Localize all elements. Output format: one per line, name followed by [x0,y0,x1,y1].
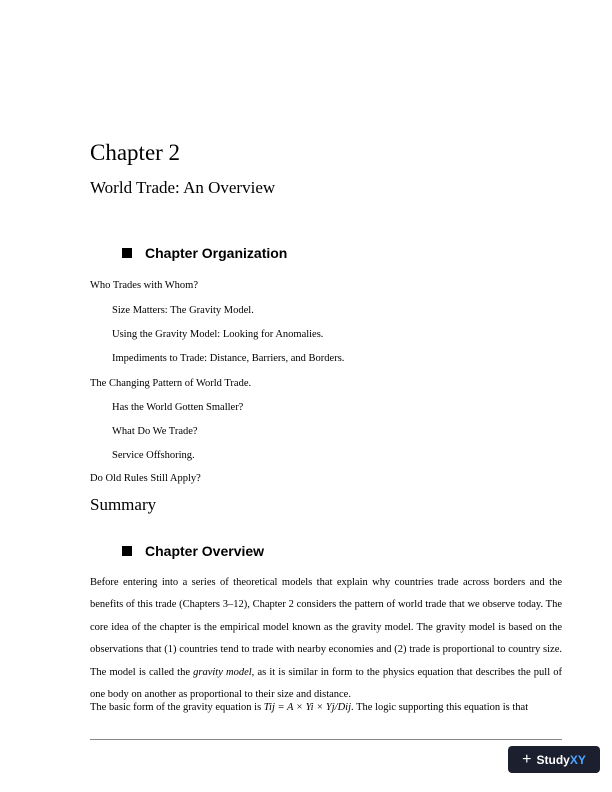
paragraph-text: . The logic supporting this equation is that [351,702,529,713]
footer-divider [90,739,562,740]
org-item-who-trades: Who Trades with Whom? [90,280,199,291]
org-item-size-matters: Size Matters: The Gravity Model. [112,305,254,316]
chapter-overview-heading-text: Chapter Overview [145,543,265,559]
chapter-number: Chapter 2 [90,140,181,165]
chapter-overview-heading [122,542,264,560]
badge-xy-text: XY [569,752,586,767]
chapter-organization-heading [122,244,287,262]
overview-paragraph [90,572,562,706]
org-item-changing-pattern: The Changing Pattern of World Trade. [90,378,252,389]
paragraph-text: Before entering into a series of theoretical models that explain why countries trade across borders and the benefits of this trade (Chapters 3–12), Chapter 2 considers the pattern of world trade that we observe today. The core idea of the chapter is the empirical model known as the gravity model. The gravity model is based on the observations that (1) countries tend to trade with nearby economies and (2) trade is proportional to country size. The model is called the [90,577,562,678]
chapter-organization-heading-text: Chapter Organization [145,245,288,261]
org-item-world-smaller: Has the World Gotten Smaller? [112,402,244,413]
org-item-old-rules: Do Old Rules Still Apply? [90,473,201,484]
badge-study-text: Study [536,752,570,767]
summary-title: Summary [90,495,157,514]
square-bullet-icon [122,546,132,556]
gravity-equation: Tij = A × Yi × Yj/Dij [263,702,352,713]
gravity-equation-paragraph [90,697,562,719]
plus-icon: + [522,750,532,768]
square-bullet-icon [122,248,132,258]
paragraph-text: as it is similar in form to the physics equation that describes the pull of one body on another as proportional to their size and distance. [90,666,563,701]
org-item-service-offshoring: Service Offshoring. [112,450,195,461]
org-item-anomalies: Using the Gravity Model: Looking for Anomalies. [112,329,324,340]
paragraph-text: The basic form of the gravity equation is [90,702,264,713]
org-item-impediments: Impediments to Trade: Distance, Barriers, and Borders. [112,353,345,364]
gravity-model-term: gravity model, [193,666,255,678]
chapter-title: World Trade: An Overview [90,178,276,197]
org-item-what-we-trade: What Do We Trade? [112,426,198,437]
studyxy-badge[interactable] [508,746,600,773]
